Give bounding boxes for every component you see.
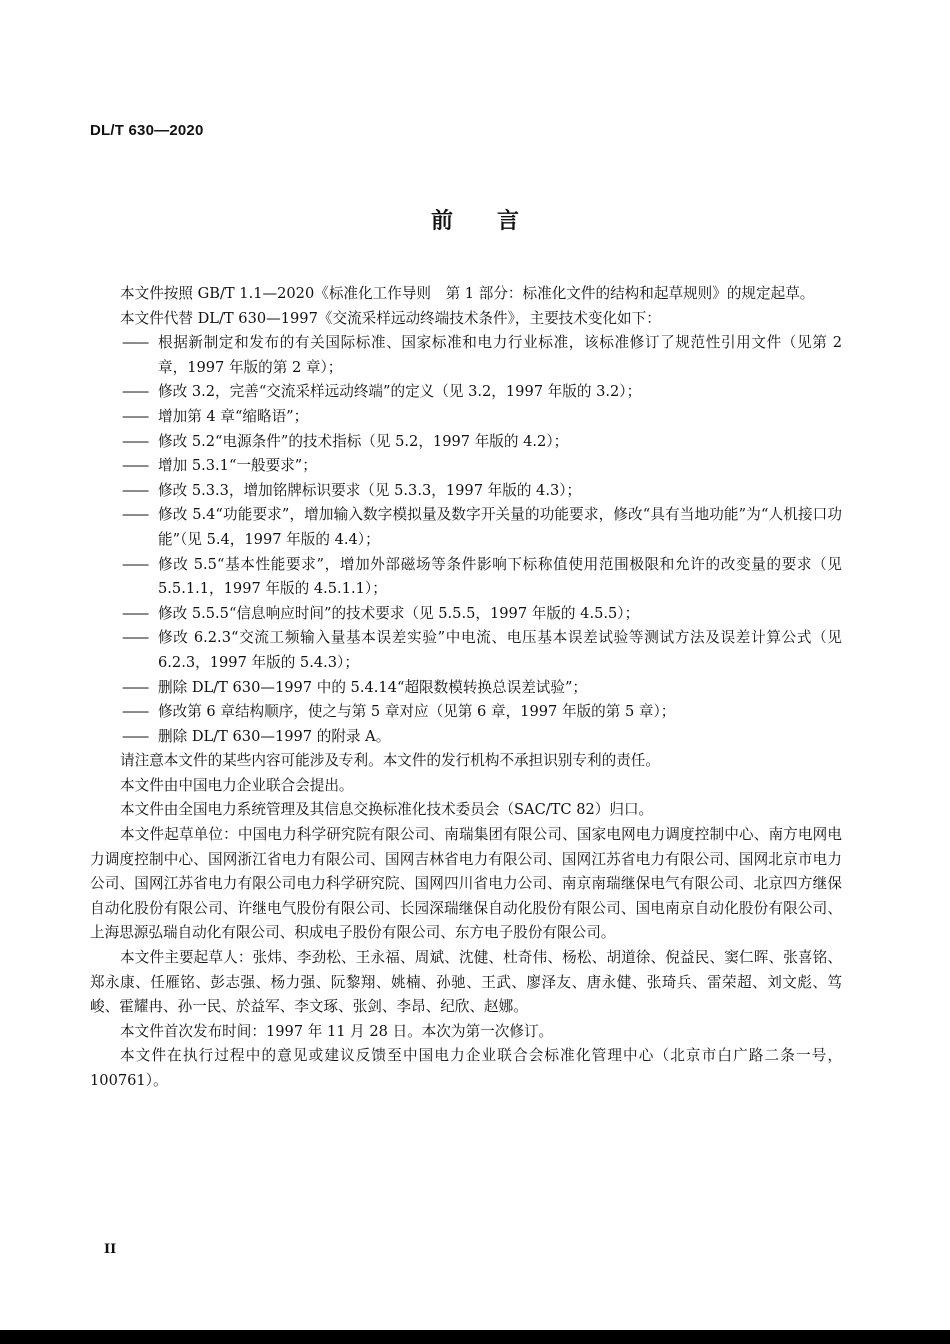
page-bottom-border [0, 1330, 950, 1344]
dash-marker: —— [122, 432, 148, 450]
paragraph-feedback: 本文件在执行过程中的意见或建议反馈至中国电力企业联合会标准化管理中心（北京市白广路二条一号，100761）。 [90, 1047, 842, 1089]
list-item-text: 修改 5.5.5“信息响应时间”的技术要求（见 5.5.5，1997 年版的 4.5.5）； [158, 604, 640, 622]
paragraph-drafters: 本文件主要起草人：张炜、李劲松、王永福、周斌、沈健、杜奇伟、杨松、胡道徐、倪益民、窦仁晖、张喜铭、郑永康、任雁铭、彭志强、杨力强、阮黎翔、姚楠、孙驰、王武、廖泽友、唐永健、张琦兵、雷荣超、刘文彪、笃峻、霍耀冉、孙一民、於益军、李文琢、张剑、李昂、纪欣、赵娜。 [90, 949, 842, 1016]
list-item-text: 修改 5.2“电源条件”的技术指标（见 5.2，1997 年版的 4.2）； [158, 432, 569, 450]
list-item-text: 根据新制定和发布的有关国际标准、国家标准和电力行业标准，该标准修订了规范性引用文件（见第 2 章，1997 年版的第 2 章）； [158, 334, 842, 376]
changes-list [90, 331, 842, 749]
list-item-text: 修改 3.2，完善“交流采样远动终端”的定义（见 3.2，1997 年版的 3.2）； [158, 383, 642, 401]
dash-marker: —— [122, 481, 148, 499]
list-item [122, 626, 842, 675]
dash-marker: —— [122, 629, 148, 647]
list-item-text: 修改 5.5“基本性能要求”，增加外部磁场等条件影响下标称值使用范围极限和允许的改变量的要求（见 5.5.1.1，1997 年版的 4.5.1.1）； [158, 555, 842, 598]
dash-marker: —— [122, 334, 148, 352]
list-item [122, 454, 842, 479]
list-item [122, 380, 842, 405]
list-item [122, 553, 842, 602]
list-item-text: 修改第 6 章结构顺序，使之与第 5 章对应（见第 6 章，1997 年版的第 5 章）； [158, 703, 676, 721]
dash-marker: —— [122, 727, 148, 745]
list-item [122, 725, 842, 750]
paragraph-drafting-rules: 本文件按照 GB/T 1.1—2020《标准化工作导则 第 1 部分：标准化文件的结构和起草规则》的规定起草。 [120, 285, 815, 302]
paragraph-patent-notice: 请注意本文件的某些内容可能涉及专利。本文件的发行机构不承担识别专利的责任。 [120, 752, 660, 770]
list-item-text: 删除 DL/T 630—1997 的附录 A。 [158, 727, 391, 745]
list-item [122, 676, 842, 701]
paragraph-replaces: 本文件代替 DL/T 630—1997《交流采样远动终端技术条件》，主要技术变化如下： [120, 309, 661, 327]
list-item [122, 503, 842, 552]
list-item-text: 修改 6.2.3“交流工频输入量基本误差实验”中电流、电压基本误差试验等测试方法及误差计算公式（见 6.2.3，1997 年版的 5.4.3）； [158, 629, 842, 671]
list-item-text: 增加第 4 章“缩略语”； [158, 407, 309, 425]
list-item [122, 430, 842, 455]
dash-marker: —— [122, 555, 148, 573]
list-item [122, 602, 842, 627]
list-item [122, 479, 842, 504]
paragraph-administered-by: 本文件由全国电力系统管理及其信息交换标准化技术委员会（SAC/TC 82）归口。 [120, 801, 654, 819]
list-item-text: 增加 5.3.1“一般要求”； [158, 457, 317, 475]
paragraph-proposed-by: 本文件由中国电力企业联合会提出。 [120, 776, 354, 794]
paragraph-drafting-organizations: 本文件起草单位：中国电力科学研究院有限公司、南瑞集团有限公司、国家电网电力调度控制中心、南方电网电力调度控制中心、国网浙江省电力有限公司、国网吉林省电力有限公司、国网江苏省电力有限公司、国网北京市电力公司、国网江苏省电力有限公司电力科学研究院、国网四川省电力公司、南京南瑞继保电气有限公司、北京四方继保自动化股份有限公司、许继电气股份有限公司、长园深瑞继保自动化股份有限公司、国电南京自动化股份有限公司、上海思源弘瑞自动化有限公司、积成电子股份有限公司、东方电子股份有限公司。 [90, 826, 842, 942]
dash-marker: —— [122, 604, 148, 622]
list-item-text: 修改 5.4“功能要求”，增加输入数字模拟量及数字开关量的功能要求，修改“具有当地功能”为“人机接口功能”（见 5.4，1997 年版的 4.4）； [158, 506, 842, 548]
dash-marker: —— [122, 678, 148, 696]
list-item-text: 修改 5.3.3，增加铭牌标识要求（见 5.3.3，1997 年版的 4.3）； [158, 481, 582, 499]
document-code: DL/T 630—2020 [90, 122, 204, 139]
dash-marker: —— [122, 457, 148, 475]
list-item [122, 405, 842, 430]
foreword-body [90, 282, 842, 1094]
list-item-text: 删除 DL/T 630—1997 中的 5.4.14“超限数模转换总误差试验”； [158, 678, 588, 696]
dash-marker: —— [122, 506, 148, 524]
list-item [122, 700, 842, 725]
page-number: II [104, 1242, 117, 1257]
list-item [122, 331, 842, 380]
dash-marker: —— [122, 383, 148, 401]
page-title: 前言 [430, 209, 563, 234]
dash-marker: —— [122, 703, 148, 721]
dash-marker: —— [122, 407, 148, 425]
paragraph-release-history: 本文件首次发布时间：1997 年 11 月 28 日。本次为第一次修订。 [120, 1022, 554, 1040]
